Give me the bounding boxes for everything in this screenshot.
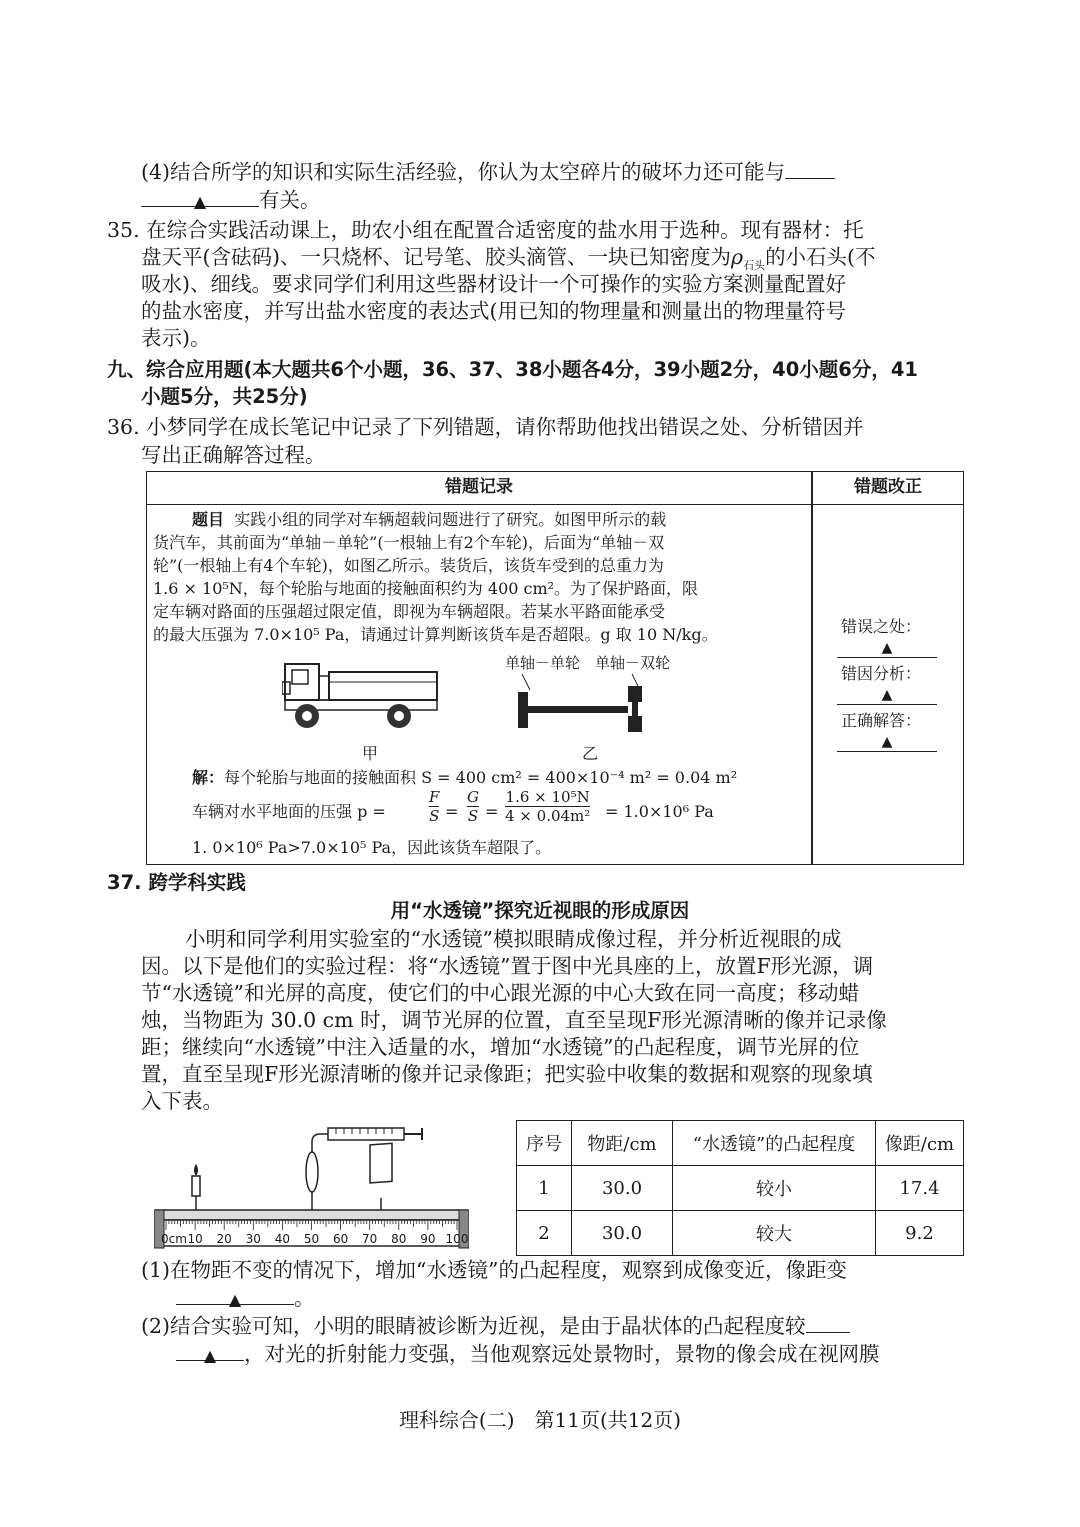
blank-triangle-icon: ▲ xyxy=(881,687,893,703)
q37-sub2-line2: ▲ ，对光的折射能力变强，当他观察远处景物时，景物的像会成在视网膜 xyxy=(176,1342,880,1366)
fraction-numeric: 1.6 × 10⁵N 4 × 0.04m² xyxy=(505,788,591,825)
answer-blank[interactable] xyxy=(806,1314,850,1333)
bench-tick-label: 0cm xyxy=(161,1232,187,1246)
header-error-record: 错题记录 xyxy=(445,477,513,497)
solution-line-3: 1. 0×10⁶ Pa>7.0×10⁵ Pa，因此该货车超限了。 xyxy=(192,838,552,857)
table-divider xyxy=(811,472,813,864)
bench-tick-label: 40 xyxy=(274,1232,291,1246)
problem-line-5: 定车辆对路面的压强超过限定值，即视为车辆超限。若某水平路面能承受 xyxy=(153,602,666,621)
rho-subscript: 石头 xyxy=(743,259,766,273)
q37-para-line-7: 入下表。 xyxy=(141,1089,223,1113)
cell-convexity: 较大 xyxy=(673,1211,876,1256)
header-lens-convexity: “水透镜”的凸起程度 xyxy=(673,1121,876,1166)
solution-line-1: 解：每个轮胎与地面的接触面积 S = 400 cm² = 400×10⁻⁴ m² = 0.04 m² xyxy=(192,768,738,787)
cell-image-distance: 9.2 xyxy=(876,1211,964,1256)
q37-title: 用“水透镜”探究近视眼的形成原因 xyxy=(390,899,690,922)
q35-line2: 盘天平(含砝码)、一只烧杯、记号笔、胶头滴管、一块已知密度为$\rho_{石头}$的小石头(不 xyxy=(141,245,876,273)
figure-caption-jia: 甲 xyxy=(362,744,379,763)
equals-sign: = xyxy=(485,802,499,821)
cell-index: 2 xyxy=(517,1211,572,1256)
blank-triangle-icon: ▲ xyxy=(881,640,893,656)
error-record-table xyxy=(146,471,964,865)
section-9-heading-cont: 小题5分，共25分) xyxy=(141,385,308,408)
blank-triangle-icon: ▲ xyxy=(203,1346,217,1365)
q37-para-line-3: 节“水透镜”和光屏的高度，使它们的中心跟光源的中心大致在同一高度；移动蜡 xyxy=(141,981,859,1005)
blank-triangle-icon: ▲ xyxy=(881,734,893,750)
bench-scale-labels xyxy=(154,1232,469,1248)
q37-sub1-line1: (1)在物距不变的情况下，增加“水透镜”的凸起程度，观察到成像变近，像距变 xyxy=(141,1258,847,1282)
cell-image-distance: 17.4 xyxy=(876,1166,964,1211)
header-error-correction: 错题改正 xyxy=(854,477,922,497)
correction-correct-solution: 正确解答： xyxy=(841,711,922,730)
q36-line1: 36. 小梦同学在成长笔记中记录了下列错题，请你帮助他找出错误之处、分析错因并 xyxy=(107,415,864,439)
q37-para-line-6: 置，直至呈现F形光源清晰的像并记录像距；把实验中收集的数据和观察的现象填 xyxy=(141,1062,873,1086)
answer-blank[interactable] xyxy=(176,1286,294,1309)
label-single-axle-double-wheel: 单轴－双轮 xyxy=(595,654,671,672)
q36-line2: 写出正确解答过程。 xyxy=(141,443,326,467)
q34-4-line1: (4)结合所学的知识和实际生活经验，你认为太空碎片的破坏力还可能与 xyxy=(141,160,835,184)
q37-para-line-4: 烛，当物距为 30.0 cm 时，调节光屏的位置，直至呈现F形光源清晰的像并记录像 xyxy=(141,1008,887,1032)
header-image-distance: 像距/cm xyxy=(876,1121,964,1166)
answer-blank[interactable] xyxy=(837,687,937,705)
bench-tick-label: 60 xyxy=(332,1232,349,1246)
problem-line-6: 的最大压强为 7.0×10⁵ Pa，请通过计算判断该货车是否超限。g 取 10 N/kg。 xyxy=(153,625,718,644)
q37-para-line-5: 距；继续向“水透镜”中注入适量的水，增加“水透镜”的凸起程度，调节光屏的位 xyxy=(141,1035,860,1059)
bench-tick-label: 10 xyxy=(187,1232,203,1246)
answer-blank[interactable] xyxy=(176,1342,244,1365)
answer-blank[interactable] xyxy=(785,160,835,179)
answer-blank[interactable] xyxy=(141,188,259,211)
solution-result: = 1.0×10⁶ Pa xyxy=(605,802,714,821)
problem-line-4: 1.6 × 10⁵N，每个轮胎与地面的接触面积约为 400 cm²。为了保护路面，限 xyxy=(153,579,699,598)
equals-sign: = xyxy=(445,802,459,821)
table-row xyxy=(517,1211,964,1256)
q34-4-line2: ▲ 有关。 xyxy=(141,188,321,212)
fraction-g-over-s: G S xyxy=(467,788,479,825)
header-index: 序号 xyxy=(517,1121,572,1166)
answer-blank[interactable] xyxy=(837,640,937,658)
correction-error-location: 错误之处： xyxy=(841,617,922,636)
q37-para-line-2: 因。以下是他们的实验过程：将“水透镜”置于图中光具座的上，放置F形光源，调 xyxy=(141,954,874,978)
fraction-f-over-s: F S xyxy=(429,788,440,825)
axle-figure xyxy=(512,672,662,732)
solution-line-2: 车辆对水平地面的压强 p = xyxy=(192,802,386,821)
table-header-row xyxy=(517,1121,964,1166)
bench-tick-label: 20 xyxy=(216,1232,232,1246)
q37-sub1-line2: ▲ 。 xyxy=(176,1286,315,1310)
section-9-heading: 九、综合应用题(本大题共6个小题，36、37、38小题各4分，39小题2分，40小题6分，41 xyxy=(107,358,919,381)
table-row xyxy=(517,1166,964,1211)
bench-tick-label: 50 xyxy=(303,1232,320,1246)
rho-symbol: ρ xyxy=(731,245,744,269)
cell-object-distance: 30.0 xyxy=(572,1166,673,1211)
q37-sub2-line1: (2)结合实验可知，小明的眼睛被诊断为近视，是由于晶状体的凸起程度较 xyxy=(141,1314,850,1338)
blank-triangle-icon: ▲ xyxy=(228,1290,242,1309)
problem-line-1: 题目 实践小组的同学对车辆超载问题进行了研究。如图甲所示的载 xyxy=(192,510,667,529)
page-footer: 理科综合(二) 第11页(共12页) xyxy=(398,1408,682,1432)
q37-para-line-1: 小明和同学利用实验室的“水透镜”模拟眼睛成像过程，并分析近视眼的成 xyxy=(185,927,842,951)
figure-caption-yi: 乙 xyxy=(582,744,599,763)
bench-tick-label: 70 xyxy=(362,1232,378,1246)
cell-convexity: 较小 xyxy=(673,1166,876,1211)
bench-tick-label: 30 xyxy=(245,1232,261,1246)
q35-line5: 表示)。 xyxy=(141,326,211,350)
blank-triangle-icon: ▲ xyxy=(193,192,207,211)
header-object-distance: 物距/cm xyxy=(572,1121,673,1166)
answer-blank[interactable] xyxy=(837,734,937,752)
q37-label: 37. 跨学科实践 xyxy=(107,871,246,894)
cell-object-distance: 30.0 xyxy=(572,1211,673,1256)
cell-index: 1 xyxy=(517,1166,572,1211)
q35-line4: 的盐水密度，并写出盐水密度的表达式(用已知的物理量和测量出的物理量符号 xyxy=(141,299,846,323)
lens-data-table xyxy=(516,1120,964,1256)
problem-line-3: 轮”(一根轴上有4个车轮)，如图乙所示。装货后，该货车受到的总重力为 xyxy=(153,556,664,575)
problem-line-2: 货汽车，其前面为“单轴－单轮”(一根轴上有2个车轮)，后面为“单轴－双 xyxy=(153,533,665,552)
q35-line1: 35. 在综合实践活动课上，助农小组在配置合适密度的盐水用于选种。现有器材：托 xyxy=(107,218,864,242)
bench-tick-label: 80 xyxy=(391,1232,407,1246)
truck-figure xyxy=(282,652,442,732)
bench-tick-label: 90 xyxy=(420,1232,436,1246)
q35-line3: 吸水)、细线。要求同学们利用这些器材设计一个可操作的实验方案测量配置好 xyxy=(141,272,846,296)
label-single-axle-single-wheel: 单轴－单轮 xyxy=(505,654,581,672)
correction-error-analysis: 错因分析： xyxy=(841,664,922,683)
bench-tick-label: 100 xyxy=(445,1232,469,1246)
